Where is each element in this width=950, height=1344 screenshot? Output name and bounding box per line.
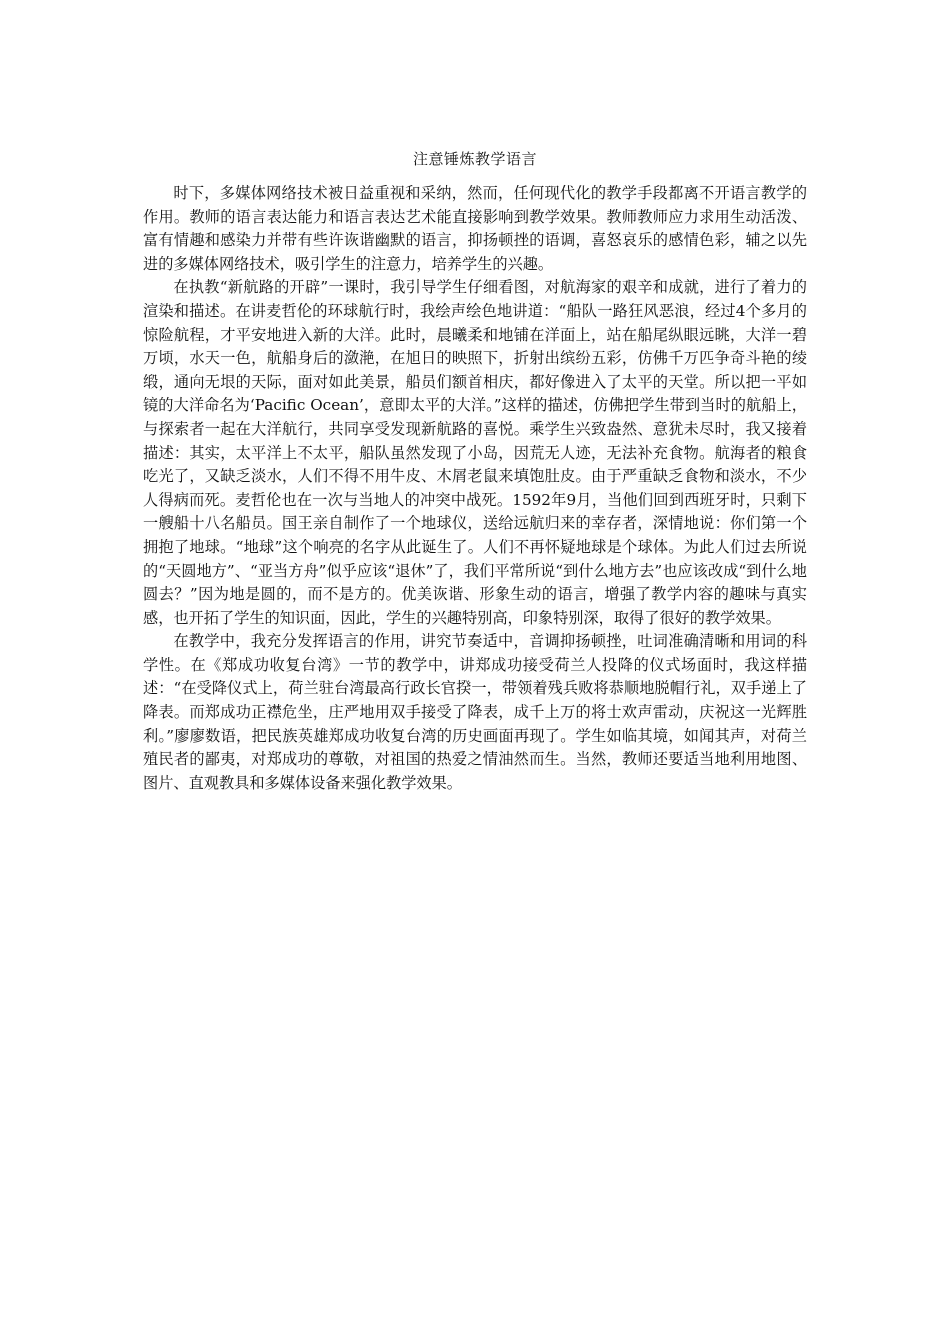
paragraph-new-sea-route: 在执教“新航路的开辟”一课时，我引导学生仔细看图，对航海家的艰辛和成就，进行了着力的渲染和描述。在讲麦哲伦的环球航行时，我绘声绘色地讲道：“船队一路狂风恶浪，经过4个多月的惊险航程，才平安地进入新的大洋。此时，晨曦柔和地铺在洋面上，站在船尾纵眼远眺，大洋一碧万顷，水天一色，航船身后的潋滟，在旭日的映照下，折射出缤纷五彩，仿佛千万匹争奇斗艳的绫缎，通向无垠的天际，面对如此美景，船员们额首相庆，都好像进入了太平的天堂。所以把一平如镜的大洋命名为‘Pacific Ocean’，意即太平的大洋。”这样的描述，仿佛把学生带到当时的航船上，与探索者一起在大洋航行，共同享受发现新航路的喜悦。乘学生兴致盎然、意犹未尽时，我又接着描述：其实，太平洋上不太平，船队虽然发现了小岛，因荒无人迹，无法补充食物。航海者的粮食吃光了，又缺乏淡水，人们不得不用牛皮、木屑老鼠来填饱肚皮。由于严重缺乏食物和淡水，不少人得病而死。麦哲伦也在一次与当地人的冲突中战死。1592年9月，当他们回到西班牙时，只剩下一艘船十八名船员。国王亲自制作了一个地球仪，送给远航归来的幸存者，深情地说：你们第一个拥抱了地球。“地球”这个响亮的名字从此诞生了。人们不再怀疑地球是个球体。为此人们过去所说的“天圆地方”、“亚当方舟”似乎应该“退休”了，我们平常所说“到什么地方去”也应该改成“到什么地圆去？”因为地是圆的，而不是方的。优美诙谐、形象生动的语言，增强了教学内容的趣味与真实感，也开拓了学生的知识面，因此，学生的兴趣特别高，印象特别深，取得了很好的教学效果。 (143, 278, 807, 627)
document-body (143, 146, 807, 795)
document-title: 注意锤炼教学语言 (412, 150, 537, 168)
paragraph-zheng-chenggong: 在教学中，我充分发挥语言的作用，讲究节奏适中，音调抑扬顿挫，吐词准确清晰和用词的科学性。在《郑成功收复台湾》一节的教学中，讲郑成功接受荷兰人投降的仪式场面时，我这样描述：“在受降仪式上，荷兰驻台湾最高行政长官揆一，带领着残兵败将恭顺地脱帽行礼，双手递上了降表。而郑成功正襟危坐，庄严地用双手接受了降表，成千上万的将士欢声雷动，庆祝这一光辉胜利。”廖廖数语，把民族英雄郑成功收复台湾的历史画面再现了。学生如临其境，如闻其声，对荷兰殖民者的鄙夷，对郑成功的尊敬，对祖国的热爱之情油然而生。当然，教师还要适当地利用地图、图片、直观教具和多媒体设备来强化教学效果。 (143, 632, 807, 792)
paragraph-intro: 时下，多媒体网络技术被日益重视和采纳，然而，任何现代化的教学手段都离不开语言教学的作用。教师的语言表达能力和语言表达艺术能直接影响到教学效果。教师教师应力求用生动活泼、富有情趣和感染力并带有些许诙谐幽默的语言，抑扬顿挫的语调，喜怒哀乐的感情色彩，辅之以先进的多媒体网络技术，吸引学生的注意力，培养学生的兴趣。 (143, 184, 807, 273)
